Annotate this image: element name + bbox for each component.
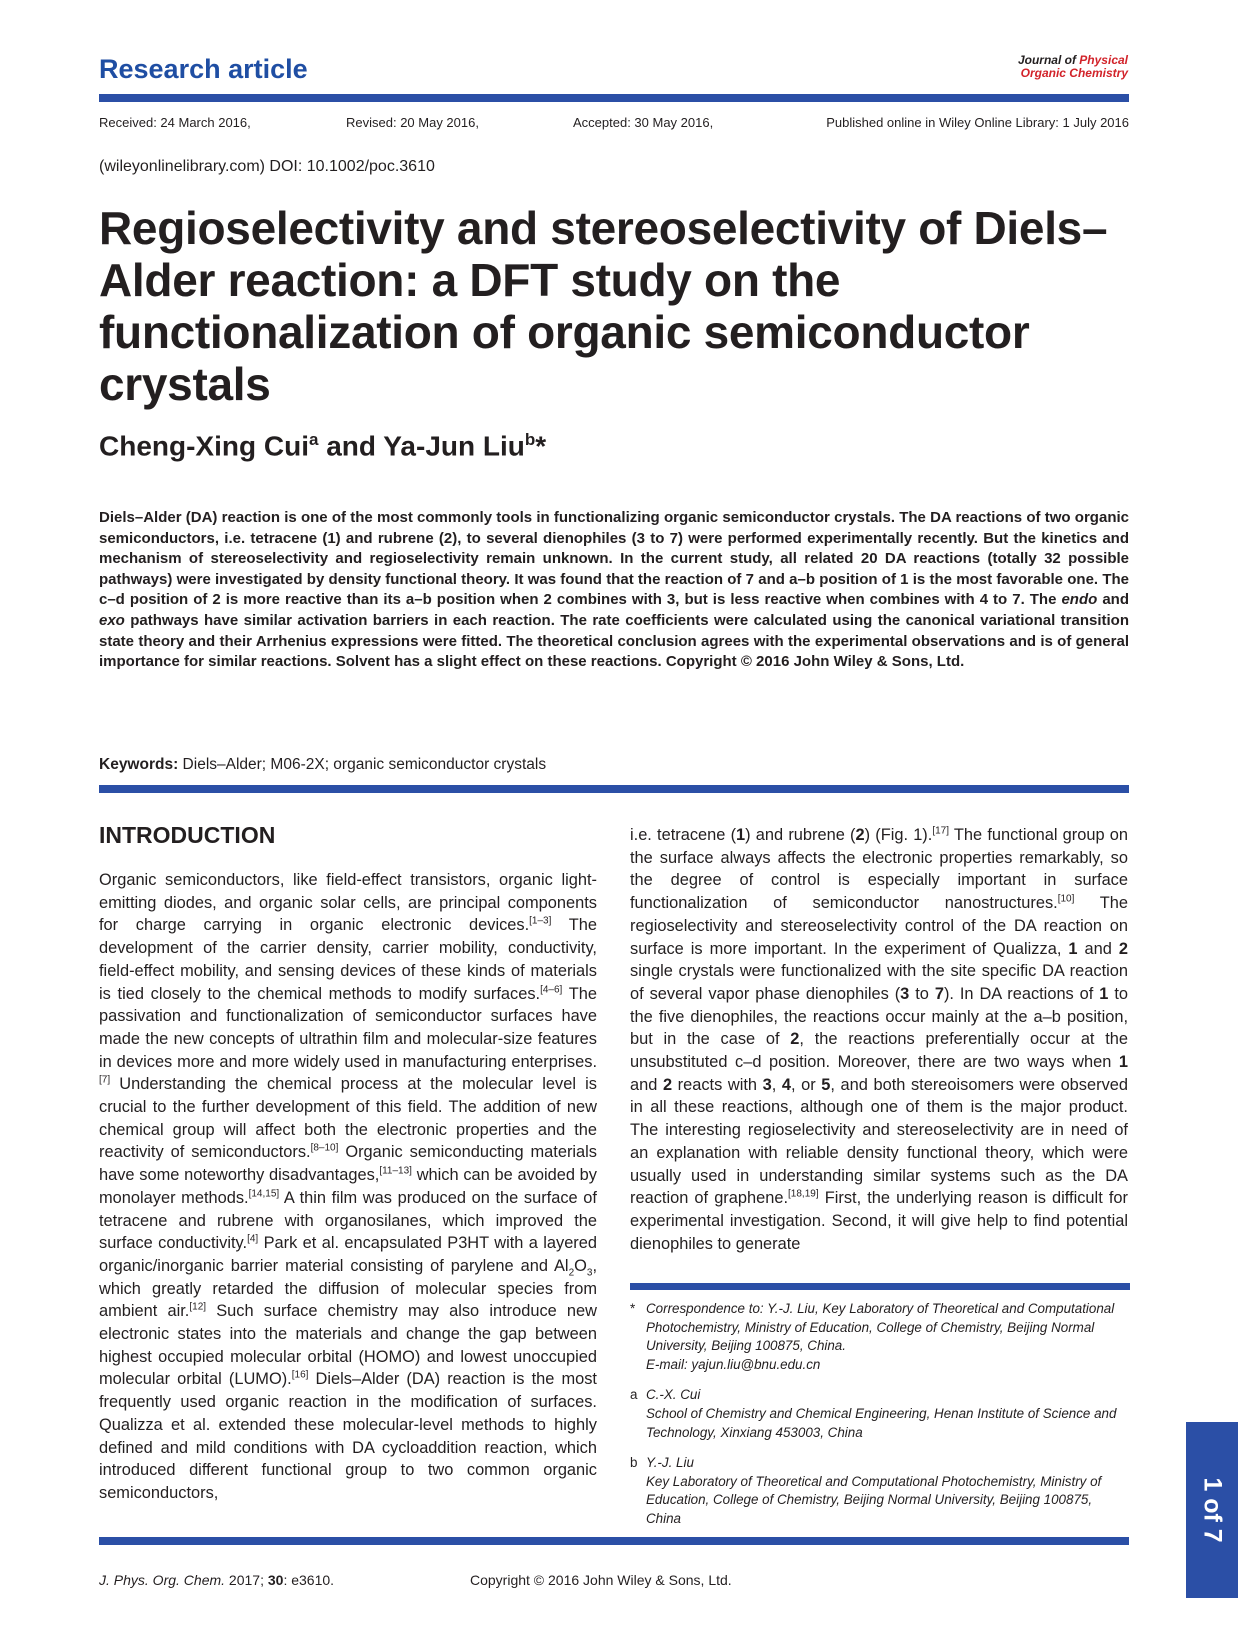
author-affiliation-mark: a [308, 430, 319, 449]
compound-number: 4 [781, 1075, 791, 1094]
citation: [14,15] [248, 1188, 280, 1200]
footnote-mark: a [630, 1387, 638, 1403]
compound-number: 1 [1118, 1053, 1128, 1072]
accepted-date: Accepted: 30 May 2016, [573, 115, 714, 130]
citation-article: : e3610. [283, 1572, 335, 1588]
body-text: , and both stereoisomers were observed in all these reactions, although one of them is the major product. The interesting regioselectivity and stereoselectivity are in need of an explanation with reliable density functional theory, which were usually used in understanding similar systems such as the DA reaction of graphene. [630, 1075, 1128, 1208]
citation: [11–13] [379, 1165, 412, 1177]
page-number: 1 of 7 [1198, 1477, 1227, 1543]
citation: [8–10] [310, 1142, 339, 1154]
body-text: Organic semiconducting materials have some noteworthy disadvantages, [99, 1143, 598, 1185]
copyright-notice: Copyright © 2016 John Wiley & Sons, Ltd. [470, 1572, 732, 1588]
citation-year: 2017; [225, 1572, 268, 1588]
body-text: single crystals were functionalized with the site specific DA reaction of several vapor phase dienophiles ( [630, 962, 1128, 1003]
citation: [18,19] [788, 1188, 819, 1200]
citation: [7] [99, 1074, 111, 1086]
body-text: which can be avoided by monolayer methods. [99, 1166, 597, 1207]
compound-number: 2 [790, 1030, 800, 1049]
abstract-text: pathways have similar activation barriers in each reaction. The rate coefficients were calculated using the canonical variational transition state theory and their Arrhenius expressions were fitted. The theoretical conclusion agrees with the experimental observations and is of general importance for similar reactions. Solvent has a slight effect on these reactions. Copyright © 2016 John Wiley & Sons, Ltd. [99, 611, 1129, 671]
correspondence-note [630, 1300, 1130, 1374]
affiliation-note-a [630, 1386, 1130, 1442]
journal-logo-line1-accent: Physical [1079, 53, 1128, 67]
body-column-left [99, 869, 597, 1505]
footnote-mark: * [630, 1301, 636, 1316]
body-text: to [909, 984, 935, 1003]
corresponding-author-mark: * [535, 430, 547, 462]
keywords-list: Diels–Alder; M06-2X; organic semiconductor crystals [178, 756, 547, 773]
body-text: and [1077, 939, 1119, 958]
section-heading: INTRODUCTION [99, 822, 276, 848]
body-text: reacts with [672, 1075, 763, 1094]
body-text: The regioselectivity and stereoselectivity control of the DA reaction on surface is more important. In the experiment of Qualizza, [630, 894, 1128, 958]
header-rule [99, 94, 1129, 102]
body-text: , [771, 1075, 782, 1094]
subscript: 2 [568, 1267, 575, 1279]
body-text: to the five dienophiles, the reactions occur mainly at the a–b position, but in the case of [630, 984, 1128, 1049]
citation: [1–3] [529, 915, 552, 927]
compound-number: 3 [900, 984, 910, 1003]
footnote-mark: b [630, 1455, 638, 1471]
body-text: , the reactions preferentially occur at the unsubstituted c–d position. Moreover, there are two ways when [630, 1030, 1129, 1072]
abstract-emphasis: endo [1061, 591, 1098, 609]
citation-volume: 30 [267, 1572, 284, 1588]
page-number-tab [1186, 1422, 1238, 1598]
journal-logo-line1: Journal of [1017, 53, 1080, 67]
journal-citation [99, 1572, 334, 1588]
author-list [99, 430, 546, 462]
compound-number: 7 [934, 984, 944, 1003]
affiliation-note-b [630, 1454, 1130, 1528]
correspondence-text: Correspondence to: Y.-J. Liu, Key Laboratory of Theoretical and Computational Photochemistry, Ministry of Education, College of Chemistry, Beijing Normal University, Beijing 100875, China. [646, 1301, 1115, 1354]
article-title: Regioselectivity and stereoselectivity of Diels–Alder reaction: a DFT study on the functionalization of organic semiconductor crystals [99, 202, 1108, 410]
footnotes [630, 1300, 1130, 1541]
author-name: Cheng-Xing Cui [99, 430, 309, 462]
author-separator: and [318, 430, 384, 462]
body-text: A thin film was produced on the surface of tetracene and rubrene with organosilanes, which improved the surface conductivity. [99, 1188, 597, 1253]
journal-logo-line2: Organic Chemistry [1020, 66, 1128, 80]
abstract-text: and [1097, 591, 1130, 609]
body-text: First, the underlying reason is difficult for experimental investigation. Second, it will give help to find potential dienophiles to generate [630, 1189, 1128, 1253]
compound-number: 2 [1118, 939, 1128, 958]
body-text: Park et al. encapsulated P3HT with a layered organic/inorganic barrier material consisting of parylene and Al [99, 1234, 597, 1275]
citation: [10] [1057, 893, 1075, 905]
body-text: i.e. tetracene ( [630, 826, 737, 844]
author-name: Ya-Jun Liu [383, 430, 525, 462]
body-text: Organic semiconductors, like field-effect transistors, organic light-emitting diodes, and organic solar cells, are principal components for charge carrying in organic electronic devices. [99, 871, 597, 935]
body-text: ) (Fig. 1). [864, 826, 933, 844]
published-date: Published online in Wiley Online Library: 1 July 2016 [826, 115, 1129, 130]
body-text: , which greatly retarded the diffusion of molecular species from ambient air. [99, 1256, 597, 1321]
body-text: Understanding the chemical process at the molecular level is crucial to the further development of this field. The addition of new chemical group will affect both the electronic properties and the reactivity of semiconductors. [99, 1075, 597, 1162]
citation: [17] [932, 825, 950, 837]
citation: [16] [291, 1370, 309, 1381]
compound-number: 1 [1068, 939, 1078, 958]
abstract-emphasis: exo [99, 611, 125, 629]
footnote-rule [630, 1283, 1130, 1290]
body-text: Such surface chemistry may also introduce new electronic states into the materials and change the gap between highest occupied molecular orbital (HOMO) and lowest unoccupied molecular orbital (LUMO). [99, 1302, 598, 1389]
compound-number: 5 [821, 1075, 831, 1094]
section-label: Research article [99, 54, 308, 84]
compound-number: 2 [662, 1075, 673, 1094]
body-text: Diels–Alder (DA) reaction is the most frequently used organic reaction in the modification of surfaces. Qualizza et al. extended these molecular-level methods to highly defined and mild conditions with DA cycloaddition reaction, which introduced different functional group to two common organic semiconductors, [99, 1370, 597, 1502]
compound-number: 2 [855, 826, 865, 844]
body-text: The functional group on the surface always affects the electronic properties remarkably, so the degree of control is especially important in surface functionalization of semiconductor nanostructures. [630, 826, 1129, 913]
compound-number: 1 [736, 826, 746, 844]
doi-line: (wileyonlinelibrary.com) DOI: 10.1002/poc.3610 [99, 158, 435, 175]
affiliation-text: School of Chemistry and Chemical Engineering, Henan Institute of Science and Technology, Xinxiang 453003, China [646, 1405, 1117, 1440]
author-affiliation-mark: b [524, 430, 536, 449]
compound-number: 3 [762, 1075, 772, 1094]
correspondence-email[interactable]: E-mail: yajun.liu@bnu.edu.cn [646, 1356, 821, 1372]
journal-logo [1018, 54, 1128, 80]
body-text: ). In DA reactions of [943, 984, 1100, 1003]
revised-date: Revised: 20 May 2016, [346, 115, 479, 130]
compound-number: 1 [1099, 984, 1109, 1003]
abstract [99, 508, 1129, 673]
citation: [4–6] [540, 984, 563, 996]
footer-rule [99, 1537, 1129, 1545]
keywords [99, 756, 546, 774]
body-text: The development of the carrier density, carrier mobility, conductivity, field-effect mobility, and sensing devices of these kinds of materials is tied closely to the chemical methods to modify surfaces. [99, 916, 597, 1003]
received-date: Received: 24 March 2016, [99, 115, 251, 130]
affiliation-text: Key Laboratory of Theoretical and Computational Photochemistry, Ministry of Education, College of Chemistry, Beijing Normal University, Beijing 100875, China [646, 1473, 1102, 1526]
body-text: ) and rubrene ( [745, 826, 856, 844]
citation: [12] [189, 1301, 207, 1313]
journal-abbrev: J. Phys. Org. Chem. [99, 1572, 226, 1588]
subscript: 3 [586, 1267, 593, 1279]
abstract-rule [99, 785, 1129, 793]
body-text: and [630, 1075, 663, 1094]
body-text: , or [790, 1075, 822, 1094]
keywords-label: Keywords: [99, 756, 179, 773]
body-column-right [630, 824, 1128, 1255]
affiliation-author: C.-X. Cui [646, 1387, 701, 1403]
abstract-text: Diels–Alder (DA) reaction is one of the most commonly tools in functionalizing organic semiconductor crystals. The DA reactions of two organic semiconductors, i.e. tetracene (1) and rubrene (2), to several dienophiles (3 to 7) were performed experimentally recently. But the kinetics and mechanism of stereoselectivity and regioselectivity remain unknown. In the current study, all related 20 DA reactions (totally 32 possible pathways) were investigated by density functional theory. It was found that the reaction of 7 and a–b position of 1 is the most favorable one. The c–d position of 2 is more reactive than its a–b position when 2 combines with 3, but is less reactive when combines with 4 to 7. The [99, 509, 1129, 609]
affiliation-author: Y.-J. Liu [646, 1455, 694, 1471]
body-text: The passivation and functionalization of semiconductor surfaces have made the new concepts of ultrathin film and molecular-size features in devices more and more widely used in manufacturing enterprises. [99, 984, 597, 1071]
body-text: O [574, 1256, 587, 1275]
citation: [4] [247, 1233, 259, 1245]
